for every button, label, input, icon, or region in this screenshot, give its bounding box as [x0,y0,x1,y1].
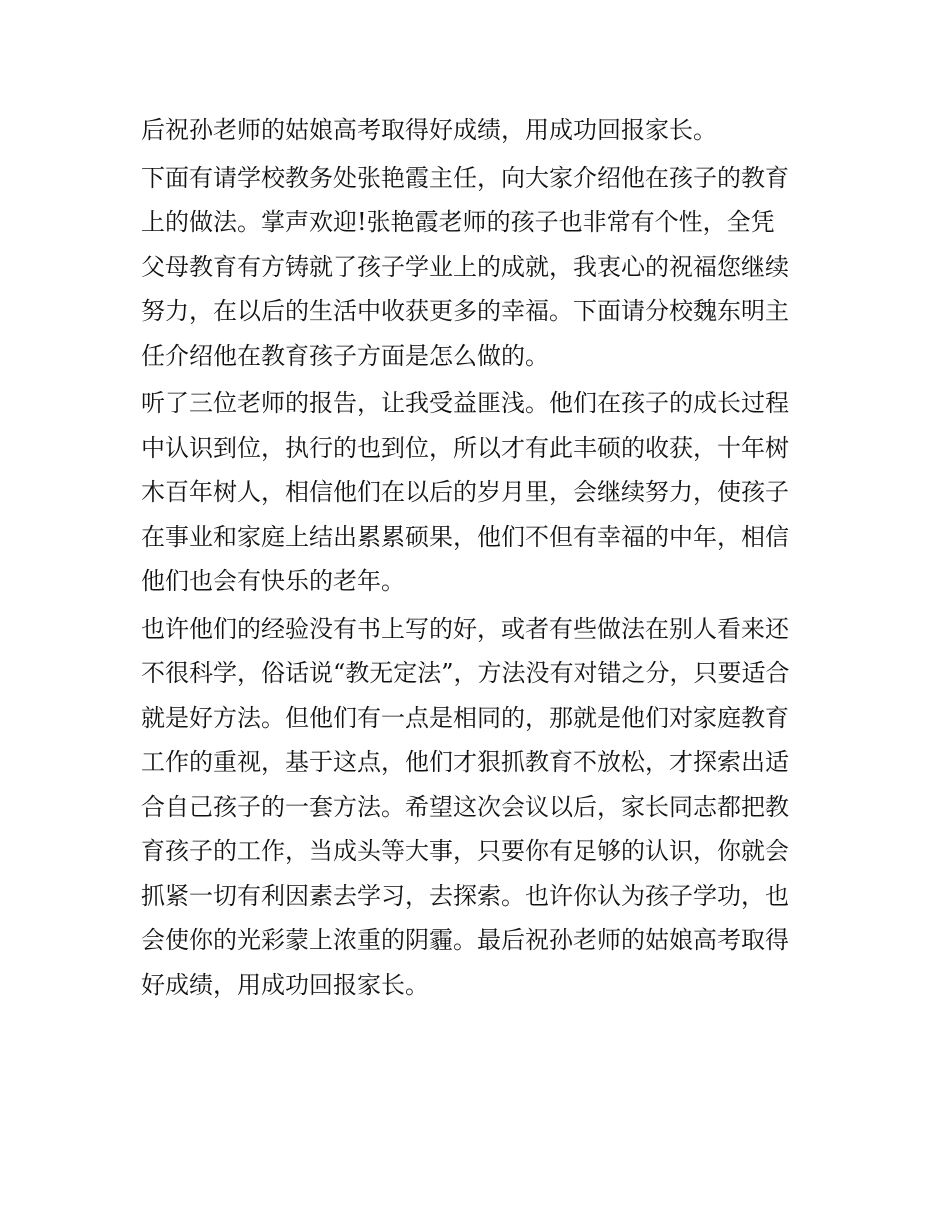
text-line: 中认识到位，执行的也到位，所以才有此丰硕的收获，十年树 [141,433,789,462]
text-line: 育孩子的工作，当成头等大事，只要你有足够的认识，你就会 [141,837,789,865]
text-line: 会使你的光彩蒙上浓重的阴霾。最后祝孙老师的姑娘高考取得 [141,926,789,954]
text-line: 上的做法。掌声欢迎!张艳霞老师的孩子也非常有个性，全凭 [141,208,775,236]
text-line: 抓紧一切有利因素去学习，去探索。也许你认为孩子学功，也 [141,881,789,910]
text-line: 他们也会有快乐的老年。 [141,567,405,595]
text-line: 父母教育有方铸就了孩子学业上的成就，我衷心的祝福您继续 [141,252,789,281]
text-line: 努力，在以后的生活中收获更多的幸福。下面请分校魏东明主 [141,297,789,325]
text-line: 就是好方法。但他们有一点是相同的，那就是他们对家庭教育 [141,703,789,732]
text-line: 合自己孩子的一套方法。希望这次会议以后，家长同志都把教 [141,792,789,821]
text-line: 听了三位老师的报告，让我受益匪浅。他们在孩子的成长过程 [141,389,789,417]
text-line: 下面有请学校教务处张艳霞主任，向大家介绍他在孩子的教育 [141,163,789,192]
text-line: 不很科学，俗话说“教无定法”，方法没有对错之分，只要适合 [141,659,790,687]
text-line: 任介绍他在教育孩子方面是怎么做的。 [141,341,549,370]
text-line: 木百年树人，相信他们在以后的岁月里，会继续努力，使孩子 [141,478,789,506]
text-line: 在事业和家庭上结出累累硕果，他们不但有幸福的中年，相信 [141,522,789,551]
text-line: 工作的重视，基于这点，他们才狠抓教育不放松，才探索出适 [141,748,789,776]
text-line: 后祝孙老师的姑娘高考取得好成绩，用成功回报家长。 [141,116,717,144]
text-line: 好成绩，用成功回报家长。 [141,970,429,999]
text-line: 也许他们的经验没有书上写的好，或者有些做法在别人看来还 [141,614,789,643]
document-body [141,108,821,1007]
